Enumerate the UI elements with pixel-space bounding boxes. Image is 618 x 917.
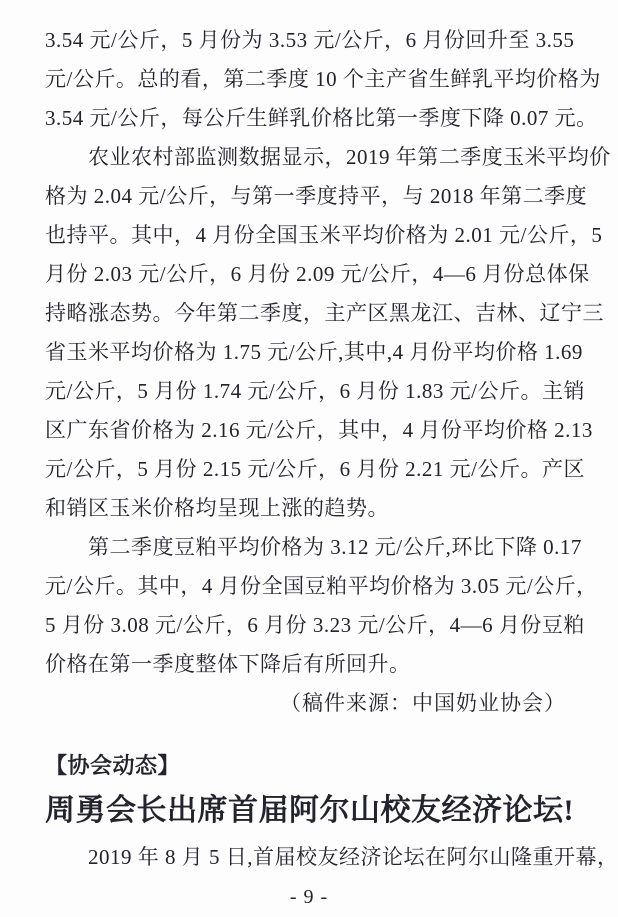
body-line: 3.54 元/公斤，每公斤生鲜乳价格比第一季度下降 0.07 元。 <box>45 106 598 130</box>
body-line: 区广东省价格为 2.16 元/公斤，其中，4 月份平均价格 2.13 <box>45 418 593 442</box>
body-line: 元/公斤。总的看，第二季度 10 个主产省生鲜乳平均价格为 <box>45 67 601 91</box>
body-line: 省玉米平均价格为 1.75 元/公斤,其中,4 月份平均价格 1.69 <box>45 340 583 364</box>
body-line: 价格在第一季度整体下降后有所回升。 <box>45 652 411 676</box>
body-line: 也持平。其中，4 月份全国玉米平均价格为 2.01 元/公斤，5 <box>45 223 603 247</box>
body-line: 3.54 元/公斤，5 月份为 3.53 元/公斤，6 月份回升至 3.55 <box>45 28 575 52</box>
section-header: 【协会动态】 <box>45 753 181 778</box>
body-line: 元/公斤。其中，4 月份全国豆粕平均价格为 3.05 元/公斤， <box>45 574 598 598</box>
body-line: 2019 年 8 月 5 日,首届校友经济论坛在阿尔山隆重开幕， <box>88 845 618 869</box>
body-line: 格为 2.04 元/公斤，与第一季度持平，与 2018 年第二季度 <box>45 184 588 208</box>
source-attribution: （稿件来源：中国奶业协会） <box>280 691 566 715</box>
body-text <box>45 21 611 723</box>
body-line: 持略涨态势。今年第二季度，主产区黑龙江、吉林、辽宁三 <box>45 301 604 325</box>
body-line: 第二季度豆粕平均价格为 3.12 元/公斤,环比下降 0.17 <box>88 535 582 559</box>
body-line: 元/公斤，5 月份 1.74 元/公斤，6 月份 1.83 元/公斤。主销 <box>45 379 586 403</box>
body-line: 元/公斤，5 月份 2.15 元/公斤，6 月份 2.21 元/公斤。产区 <box>45 457 586 481</box>
body-line: 和销区玉米价格均呈现上涨的趋势。 <box>45 496 389 520</box>
page-number: - 9 - <box>289 886 329 908</box>
body-line: 月份 2.03 元/公斤，6 月份 2.09 元/公斤，4—6 月份总体保 <box>45 262 590 286</box>
article-title: 周勇会长出席首届阿尔山校友经济论坛! <box>45 794 574 827</box>
body-line: 农业农村部监测数据显示，2019 年第二季度玉米平均价 <box>88 145 611 169</box>
body-line: 5 月份 3.08 元/公斤，6 月份 3.23 元/公斤，4—6 月份豆粕 <box>45 613 585 637</box>
